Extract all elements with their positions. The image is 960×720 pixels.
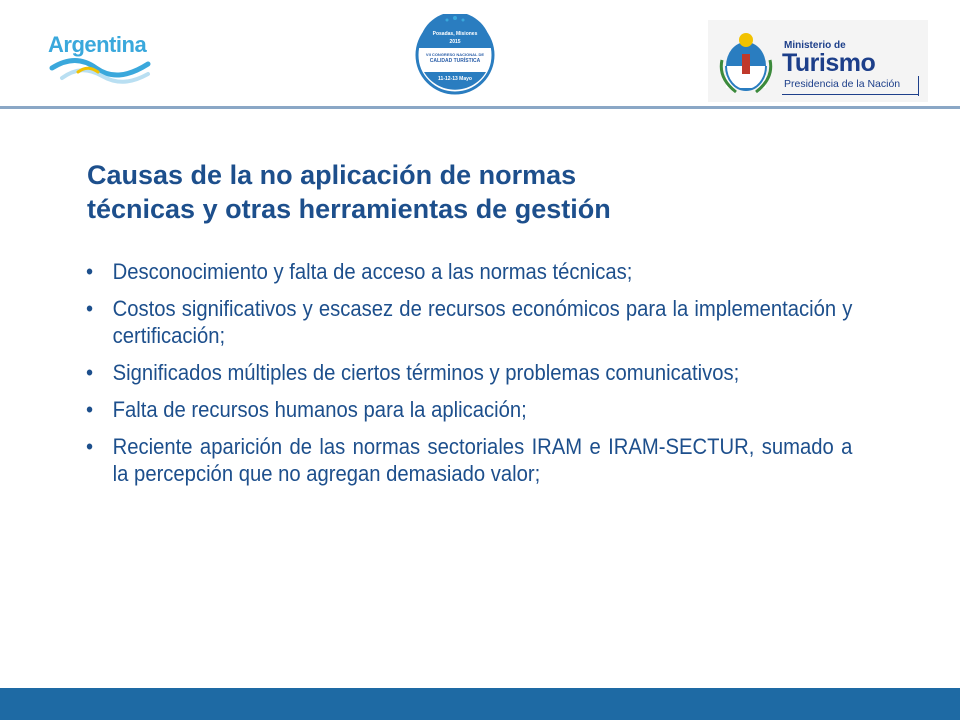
list-item	[86, 258, 852, 285]
bullet-icon: •	[86, 296, 94, 321]
list-item	[86, 359, 852, 386]
argentina-brand-logo	[48, 32, 158, 90]
ministry-tourism-logo	[708, 20, 928, 102]
bullet-icon: •	[86, 259, 94, 284]
list-item-text: Significados múltiples de ciertos términos y problemas comunicativos;	[112, 360, 740, 385]
ministry-label: Ministerio de	[784, 40, 846, 51]
ministry-subtitle: Presidencia de la Nación	[784, 78, 901, 90]
seal-quality-text: CALIDAD TURÍSTICA	[429, 58, 481, 64]
list-item	[86, 295, 852, 349]
list-item-text: Desconocimiento y falta de acceso a las normas técnicas;	[112, 259, 633, 284]
seal-year-text: 2015	[449, 39, 461, 45]
seal-city-text: Posadas, Misiones	[432, 31, 478, 37]
seal-congress-text: VII CONGRESO NACIONAL DE	[425, 52, 485, 57]
list-item-text: Falta de recursos humanos para la aplicación;	[112, 397, 527, 422]
list-item-text: Reciente aparición de las normas sectoriales IRAM e IRAM-SECTUR, sumado a la percepción que no agregan demasiado valor;	[112, 434, 853, 486]
bullet-icon: •	[86, 434, 94, 459]
ministry-divider	[918, 76, 919, 96]
bullet-icon: •	[86, 360, 94, 385]
list-item	[86, 396, 852, 423]
bullet-icon: •	[86, 397, 94, 422]
argentina-logo-text: Argentina	[48, 32, 147, 57]
ministry-name: Turismo	[782, 49, 876, 77]
slide-title	[87, 158, 787, 226]
slide-title-line-2: técnicas y otras herramientas de gestión	[87, 194, 611, 224]
congress-seal-logo	[414, 14, 496, 96]
national-shield-icon	[718, 30, 774, 96]
seal-date-text: 11-12-13 Mayo	[438, 76, 472, 82]
slide-title-line-1: Causas de la no aplicación de normas	[87, 160, 577, 190]
list-item	[86, 433, 852, 487]
causes-list	[86, 258, 853, 497]
slide-header	[0, 0, 960, 112]
footer-band	[0, 688, 960, 720]
list-item-text: Costos significativos y escasez de recursos económicos para la implementación y certificación;	[112, 296, 853, 348]
ministry-underline	[782, 94, 919, 95]
argentina-waves-icon	[48, 56, 158, 86]
header-divider	[0, 106, 960, 109]
